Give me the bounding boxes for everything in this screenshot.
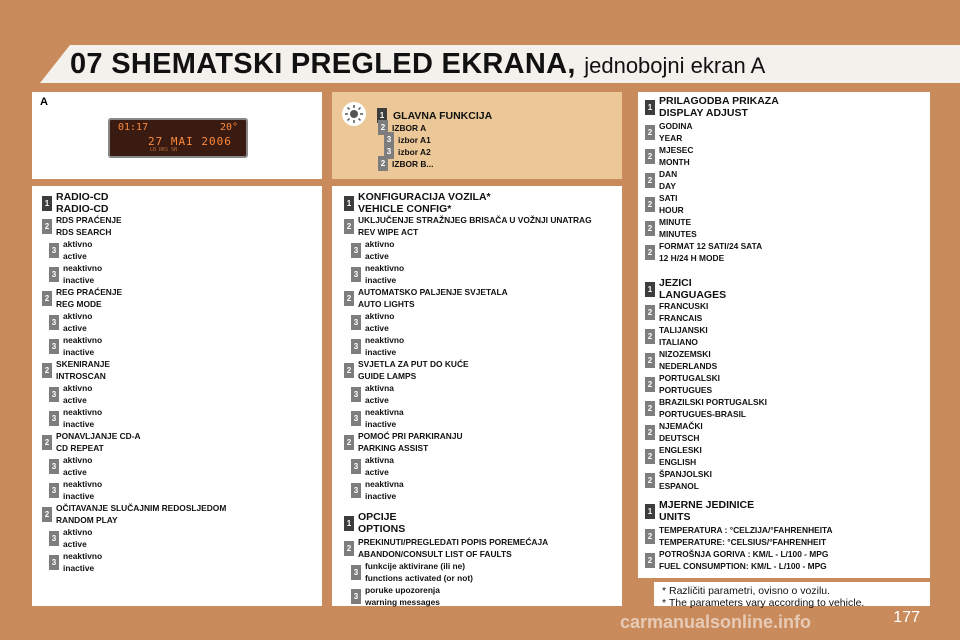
lcd-small-text: LB RKS SN: [150, 147, 178, 153]
radio-cd-item-line: RADIO-CD: [56, 191, 109, 203]
display-item-label: [659, 420, 703, 444]
main-function-title: GLAVNA FUNKCIJA: [393, 109, 493, 122]
vehicle-config-item-label: [365, 238, 394, 262]
display-item-line: FRANCAIS: [659, 313, 703, 323]
radio-cd-item-line: SKENIRANJE: [56, 359, 110, 369]
vehicle-config-item-label: [358, 358, 469, 382]
display-item-line: PORTUGALSKI: [659, 373, 720, 383]
radio-cd-item-line: neaktivno: [63, 407, 103, 417]
level-2-badge: 2: [42, 507, 52, 522]
display-item-line: UNITS: [659, 511, 691, 523]
lcd-date: 27 MAI 2006: [148, 135, 232, 148]
radio-cd-item-line: RANDOM PLAY: [56, 515, 118, 525]
display-item-line: DAY: [659, 181, 676, 191]
radio-cd-item-label: [63, 550, 102, 574]
display-item-label: [659, 348, 717, 372]
level-3-badge: 3: [384, 132, 394, 147]
main-function-item-label: izbor A2: [398, 146, 431, 157]
level-3-badge: 3: [49, 387, 59, 402]
display-item-line: NIZOZEMSKI: [659, 349, 711, 359]
vehicle-config-item-line: active: [365, 395, 389, 405]
vehicle-config-item: [344, 191, 491, 215]
footnote: [662, 585, 864, 609]
level-3-badge: 3: [351, 589, 361, 604]
display-item: [645, 120, 693, 144]
vehicle-config-item: [351, 310, 394, 334]
display-item-line: LANGUAGES: [659, 289, 727, 301]
display-item: [645, 324, 708, 348]
vehicle-config-item-line: aktivna: [365, 383, 394, 393]
radio-cd-item-line: inactive: [63, 275, 95, 285]
vehicle-config-item-line: aktivno: [365, 239, 395, 249]
level-3-badge: 3: [49, 483, 59, 498]
vehicle-config-item-line: GUIDE LAMPS: [358, 371, 417, 381]
vehicle-config-item: [351, 478, 404, 502]
radio-cd-item-label: [63, 478, 102, 502]
vehicle-config-item-line: OPTIONS: [358, 523, 406, 535]
radio-cd-item: [49, 454, 92, 478]
radio-cd-item: [49, 238, 92, 262]
radio-cd-item-line: INTROSCAN: [56, 371, 106, 381]
vehicle-config-item-line: PREKINUTI/PREGLEDATI POPIS POREMEĆAJA: [358, 537, 549, 547]
radio-cd-item-label: [63, 262, 102, 286]
radio-cd-item-line: CD REPEAT: [56, 443, 104, 453]
level-3-badge: 3: [49, 243, 59, 258]
level-2-badge: 2: [42, 219, 52, 234]
radio-cd-item-label: [56, 502, 226, 526]
level-2-badge: 2: [344, 541, 354, 556]
display-item-line: PORTUGUES: [659, 385, 713, 395]
level-2-badge: 2: [344, 435, 354, 450]
radio-cd-item-line: RDS SEARCH: [56, 227, 112, 237]
radio-cd-item-label: [56, 214, 122, 238]
level-2-badge: 2: [42, 363, 52, 378]
display-item: [645, 420, 703, 444]
radio-cd-item: [42, 358, 110, 382]
radio-cd-item-label: [56, 286, 122, 310]
vehicle-config-item-label: [365, 310, 394, 334]
radio-cd-item-line: active: [63, 251, 87, 261]
radio-cd-item: [49, 406, 102, 430]
display-item-line: MINUTES: [659, 229, 697, 239]
display-item-label: [659, 192, 684, 216]
vehicle-config-item: [344, 511, 405, 535]
level-3-badge: 3: [351, 387, 361, 402]
vehicle-config-item-line: neaktivno: [365, 335, 405, 345]
display-item-line: TALIJANSKI: [659, 325, 708, 335]
radio-cd-item-line: OČITAVANJE SLUČAJNIM REDOSLJEDOM: [56, 503, 227, 513]
display-item: [645, 524, 833, 548]
vehicle-config-item: [351, 262, 404, 286]
level-3-badge: 3: [351, 483, 361, 498]
display-item: [645, 300, 708, 324]
radio-cd-item-line: inactive: [63, 563, 95, 573]
level-2-badge: 2: [645, 245, 655, 260]
vehicle-config-item-line: inactive: [365, 491, 397, 501]
vehicle-config-item-line: neaktivna: [365, 479, 404, 489]
vehicle-config-item-line: AUTOMATSKO PALJENJE SVJETALA: [358, 287, 508, 297]
display-item: [645, 348, 717, 372]
radio-cd-item-line: neaktivno: [63, 263, 103, 273]
main-function-item-label: izbor A1: [398, 134, 431, 145]
display-item-line: DISPLAY ADJUST: [659, 107, 748, 119]
level-2-badge: 2: [344, 291, 354, 306]
radio-cd-item-line: neaktivno: [63, 479, 103, 489]
display-item-line: MJESEC: [659, 145, 694, 155]
display-item-line: ESPANOL: [659, 481, 699, 491]
display-item-line: TEMPERATURA : °CELZIJA/°FAHRENHEITA: [659, 525, 833, 535]
radio-cd-item-line: neaktivno: [63, 335, 103, 345]
level-1-badge: 1: [377, 108, 387, 123]
display-item: [645, 548, 828, 572]
vehicle-config-item: [344, 358, 469, 382]
vehicle-config-item-line: poruke upozorenja: [365, 585, 440, 595]
vehicle-config-item-label: [365, 406, 404, 430]
radio-cd-item-label: [63, 526, 92, 550]
vehicle-config-item-line: funkcije aktivirane (ili ne): [365, 561, 466, 571]
lcd-time: 01:17: [118, 122, 149, 133]
display-item-label: [659, 444, 702, 468]
level-2-badge: 2: [42, 435, 52, 450]
vehicle-config-item-line: warning messages: [365, 597, 440, 607]
display-item-label: [659, 524, 833, 548]
main-function-item: [378, 156, 433, 171]
level-3-badge: 3: [351, 315, 361, 330]
vehicle-config-item-line: active: [365, 251, 389, 261]
radio-cd-item-line: RADIO-CD: [56, 203, 109, 215]
display-item: [645, 372, 720, 396]
radio-cd-item-line: active: [63, 539, 87, 549]
radio-cd-item-line: aktivno: [63, 239, 93, 249]
display-item-line: JEZICI: [659, 277, 692, 289]
vehicle-config-item-line: aktivna: [365, 455, 394, 465]
display-item-line: GODINA: [659, 121, 693, 131]
radio-cd-item: [42, 191, 109, 215]
vehicle-config-item-line: PARKING ASSIST: [358, 443, 429, 453]
level-1-badge: 1: [645, 504, 655, 519]
radio-cd-item-line: active: [63, 395, 87, 405]
display-item-line: FRANCUSKI: [659, 301, 709, 311]
display-item-line: ITALIANO: [659, 337, 698, 347]
radio-cd-item: [49, 526, 92, 550]
vehicle-config-item-line: active: [365, 467, 389, 477]
display-item: [645, 216, 697, 240]
level-1-badge: 1: [344, 516, 354, 531]
display-item: [645, 277, 726, 301]
level-2-badge: 2: [645, 329, 655, 344]
display-item-line: MONTH: [659, 157, 690, 167]
footnote-line-1: * Različiti parametri, ovisno o vozilu.: [662, 585, 831, 597]
radio-cd-item-line: RDS PRAĆENJE: [56, 215, 122, 225]
level-2-badge: 2: [645, 553, 655, 568]
radio-cd-item-label: [56, 358, 110, 382]
level-2-badge: 2: [42, 291, 52, 306]
display-item-line: FORMAT 12 SATI/24 SATA: [659, 241, 763, 251]
display-item-label: [659, 277, 726, 301]
radio-cd-item-line: aktivno: [63, 527, 93, 537]
radio-cd-item-line: neaktivno: [63, 551, 103, 561]
radio-cd-item: [42, 430, 141, 454]
radio-cd-item-line: REG MODE: [56, 299, 102, 309]
vehicle-config-item-line: POMOĆ PRI PARKIRANJU: [358, 431, 463, 441]
radio-cd-item-label: [63, 238, 92, 262]
vehicle-config-item-label: [358, 286, 508, 310]
level-2-badge: 2: [645, 305, 655, 320]
radio-cd-item-label: [56, 191, 109, 215]
radio-cd-item: [49, 382, 92, 406]
display-item-line: MINUTE: [659, 217, 692, 227]
vehicle-config-item-label: [365, 454, 394, 478]
vehicle-config-item: [344, 430, 463, 454]
vehicle-config-item: [351, 382, 394, 406]
level-2-badge: 2: [645, 173, 655, 188]
level-2-badge: 2: [645, 425, 655, 440]
display-item-line: TEMPERATURE: °CELSIUS/°FAHRENHEIT: [659, 537, 827, 547]
display-item-line: ENGLISH: [659, 457, 697, 467]
vehicle-config-item-line: UKLJUČENJE STRAŽNJEG BRISAČA U VOŽNJI UNATRAG: [358, 215, 592, 225]
radio-cd-item-line: PONAVLJANJE CD-A: [56, 431, 141, 441]
display-item: [645, 468, 712, 492]
radio-cd-item-label: [63, 454, 92, 478]
radio-cd-item: [42, 286, 122, 310]
vehicle-config-item-label: [358, 536, 548, 560]
level-1-badge: 1: [42, 196, 52, 211]
vehicle-config-item-line: neaktivno: [365, 263, 405, 273]
level-1-badge: 1: [645, 282, 655, 297]
level-3-badge: 3: [351, 459, 361, 474]
radio-cd-item-label: [63, 334, 102, 358]
display-item: [645, 444, 702, 468]
display-item-line: NEDERLANDS: [659, 361, 718, 371]
level-3-badge: 3: [49, 459, 59, 474]
vehicle-config-item: [351, 560, 473, 584]
vehicle-config-item: [351, 406, 404, 430]
vehicle-config-item: [344, 286, 508, 310]
level-2-badge: 2: [645, 401, 655, 416]
vehicle-config-item: [344, 214, 592, 238]
lcd-display: [108, 118, 248, 158]
vehicle-config-item-line: VEHICLE CONFIG*: [358, 203, 452, 215]
display-item-label: [659, 468, 712, 492]
level-3-badge: 3: [49, 339, 59, 354]
level-2-badge: 2: [645, 149, 655, 164]
display-item-label: [659, 499, 754, 523]
radio-cd-item: [49, 478, 102, 502]
radio-cd-item: [42, 214, 122, 238]
radio-cd-item: [49, 310, 92, 334]
vehicle-config-item-line: REV WIPE ACT: [358, 227, 419, 237]
level-3-badge: 3: [384, 144, 394, 159]
level-2-badge: 2: [645, 377, 655, 392]
vehicle-config-item-label: [358, 191, 491, 215]
display-item-line: MJERNE JEDINICE: [659, 499, 755, 511]
level-2-badge: 2: [645, 125, 655, 140]
vehicle-config-item: [351, 584, 440, 608]
vehicle-config-item: [351, 238, 394, 262]
display-item: [645, 95, 779, 119]
title-light: jednobojni ekran A: [584, 53, 766, 78]
radio-cd-item-line: aktivno: [63, 383, 93, 393]
display-item: [645, 168, 677, 192]
level-2-badge: 2: [344, 219, 354, 234]
level-3-badge: 3: [351, 339, 361, 354]
display-item-line: YEAR: [659, 133, 683, 143]
main-function-item-label: IZBOR B...: [392, 158, 434, 169]
level-3-badge: 3: [49, 315, 59, 330]
radio-cd-item-line: REG PRAĆENJE: [56, 287, 123, 297]
display-item-line: SATI: [659, 193, 678, 203]
footnote-line-2: * The parameters vary according to vehicle.: [662, 597, 865, 609]
display-item-line: DAN: [659, 169, 678, 179]
panel-main-function: [332, 92, 622, 179]
vehicle-config-item-label: [365, 478, 404, 502]
display-item-label: [659, 144, 693, 168]
vehicle-config-item-line: inactive: [365, 275, 397, 285]
radio-cd-item-line: aktivno: [63, 455, 93, 465]
display-item-line: 12 H/24 H MODE: [659, 253, 725, 263]
level-1-badge: 1: [645, 100, 655, 115]
radio-cd-item-line: inactive: [63, 419, 95, 429]
level-3-badge: 3: [49, 531, 59, 546]
radio-cd-item-label: [63, 382, 92, 406]
vehicle-config-item-label: [358, 430, 463, 454]
display-item: [645, 396, 767, 420]
level-3-badge: 3: [351, 565, 361, 580]
level-1-badge: 1: [344, 196, 354, 211]
display-item-line: DEUTSCH: [659, 433, 700, 443]
vehicle-config-item-line: aktivno: [365, 311, 395, 321]
radio-cd-item: [49, 334, 102, 358]
display-item-line: POTROŠNJA GORIVA : KM/L - L/100 - MPG: [659, 549, 829, 559]
level-3-badge: 3: [351, 243, 361, 258]
display-item-line: BRAZILSKI PORTUGALSKI: [659, 397, 767, 407]
display-item: [645, 499, 754, 523]
page-number: 177: [893, 609, 920, 626]
display-item-label: [659, 168, 677, 192]
vehicle-config-item-line: OPCIJE: [358, 511, 397, 523]
level-2-badge: 2: [645, 197, 655, 212]
main-function-item-label: IZBOR A: [392, 122, 427, 133]
display-item-line: ENGLESKI: [659, 445, 702, 455]
light-icon: [342, 102, 366, 126]
vehicle-config-item: [344, 536, 548, 560]
level-3-badge: 3: [49, 411, 59, 426]
lcd-temp: 20°: [219, 122, 238, 133]
vehicle-config-item-label: [365, 262, 404, 286]
radio-cd-item-line: active: [63, 467, 87, 477]
vehicle-config-item: [351, 334, 404, 358]
display-item-label: [659, 548, 828, 572]
display-item-label: [659, 120, 693, 144]
vehicle-config-item-line: SVJETLA ZA PUT DO KUĆE: [358, 359, 469, 369]
vehicle-config-item-line: neaktivna: [365, 407, 404, 417]
level-2-badge: 2: [344, 363, 354, 378]
vehicle-config-item-label: [365, 382, 394, 406]
level-3-badge: 3: [351, 411, 361, 426]
radio-cd-item: [49, 550, 102, 574]
level-3-badge: 3: [351, 267, 361, 282]
level-2-badge: 2: [645, 529, 655, 544]
vehicle-config-item-line: AUTO LIGHTS: [358, 299, 415, 309]
radio-cd-item-label: [63, 406, 102, 430]
display-item: [645, 192, 684, 216]
vehicle-config-item-line: KONFIGURACIJA VOZILA*: [358, 191, 491, 203]
radio-cd-item: [42, 502, 226, 526]
radio-cd-item-label: [56, 430, 141, 454]
display-item-label: [659, 216, 697, 240]
vehicle-config-item: [351, 454, 394, 478]
level-2-badge: 2: [645, 221, 655, 236]
display-item-line: NJEMAČKI: [659, 421, 703, 431]
radio-cd-item-label: [63, 310, 92, 334]
vehicle-config-item-line: inactive: [365, 347, 397, 357]
vehicle-config-item-label: [365, 334, 404, 358]
vehicle-config-item-line: inactive: [365, 419, 397, 429]
level-2-badge: 2: [645, 449, 655, 464]
display-item: [645, 240, 762, 264]
level-3-badge: 3: [49, 267, 59, 282]
display-item-label: [659, 95, 779, 119]
vehicle-config-item-label: [358, 511, 405, 535]
level-2-badge: 2: [645, 473, 655, 488]
radio-cd-item-line: inactive: [63, 347, 95, 357]
vehicle-config-item-line: functions activated (or not): [365, 573, 473, 583]
level-2-badge: 2: [378, 156, 388, 171]
screen-a-label: A: [40, 96, 48, 108]
level-2-badge: 2: [378, 120, 388, 135]
vehicle-config-item-line: ABANDON/CONSULT LIST OF FAULTS: [358, 549, 512, 559]
vehicle-config-item-label: [358, 214, 592, 238]
display-item-label: [659, 240, 762, 264]
level-2-badge: 2: [645, 353, 655, 368]
display-item-label: [659, 300, 708, 324]
page-title: [70, 48, 765, 81]
display-item-line: PORTUGUES-BRASIL: [659, 409, 747, 419]
display-item-line: ŠPANJOLSKI: [659, 469, 712, 479]
display-item-line: FUEL CONSUMPTION: KM/L - L/100 - MPG: [659, 561, 827, 571]
display-item: [645, 144, 693, 168]
vehicle-config-item-label: [365, 560, 473, 584]
radio-cd-item-line: inactive: [63, 491, 95, 501]
radio-cd-item-line: active: [63, 323, 87, 333]
display-item-label: [659, 372, 720, 396]
display-item-line: PRILAGODBA PRIKAZA: [659, 95, 779, 107]
display-item-label: [659, 324, 708, 348]
vehicle-config-item-line: active: [365, 323, 389, 333]
level-3-badge: 3: [49, 555, 59, 570]
radio-cd-item-line: aktivno: [63, 311, 93, 321]
display-item-label: [659, 396, 767, 420]
display-item-line: HOUR: [659, 205, 684, 215]
title-bold: 07 SHEMATSKI PREGLED EKRANA,: [70, 48, 576, 80]
radio-cd-item: [49, 262, 102, 286]
watermark: carmanualsonline.info: [620, 612, 812, 632]
vehicle-config-item-label: [365, 584, 440, 608]
